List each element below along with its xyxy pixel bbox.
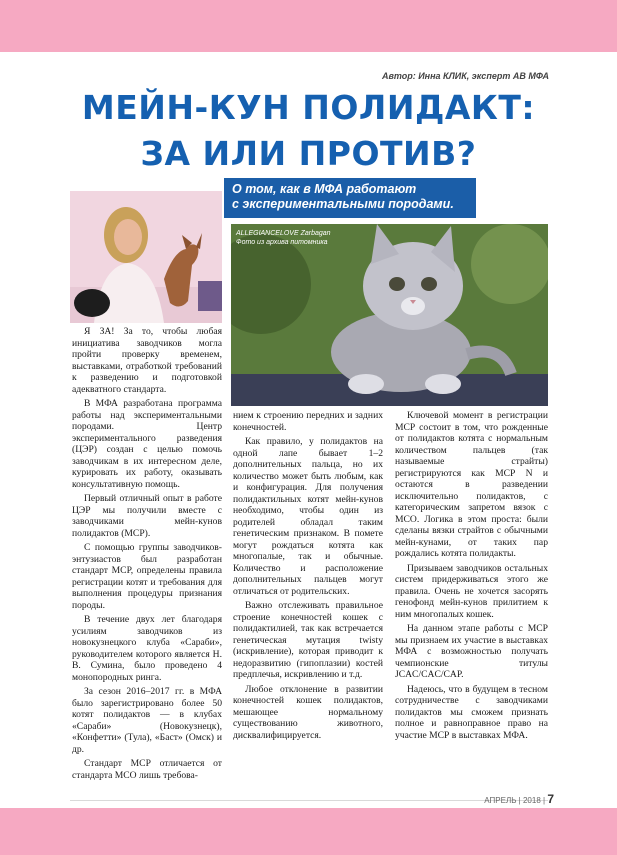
footer-divider (70, 800, 548, 801)
paragraph: За сезон 2016–2017 гг. в МФА было зарегистрировано более 50 котят полидактов — в клубах «Сараби» (Новокузнецк), «Конфетти» (Тула), «Баст» (Омск) и др. (72, 686, 222, 755)
author-line: Автор: Инна КЛИК, эксперт АВ МФА (382, 71, 549, 81)
paragraph: В течение двух лет благодаря усилиям заводчиков из новокузнецкого клуба «Сараби», руководителем которого является Н. В. Сумина, было проведено 4 монопородных ринга. (72, 614, 222, 683)
article-title-line2: ЗА ИЛИ ПРОТИВ? (140, 134, 477, 173)
paragraph: В МФА разработана программа работы над экспериментальными породами. Центр экспериментального разведения (ЦЭР) создан с целью помочь заводчикам в их интересном деле, курировать их работу, оказывать консультативную помощь. (72, 398, 222, 490)
issue-label: АПРЕЛЬ | 2018 | (484, 796, 546, 805)
paragraph: Ключевой момент в регистрации МСР состоит в том, что рожденные от полидактов котята с нормальным количеством пальцев (так называемые страйты) регистрируются как МСР N и остаются в разведении исключительно полидактов, с категорическим запретом вязок с МСО. Логика в этом проста: были сделаны вязки страйтов с обычными мейн-кунами, от таких пар рождались котята полидакты. (395, 410, 548, 559)
article-title-line1: МЕЙН-КУН ПОЛИДАКТ: (81, 88, 536, 127)
kitten-photo (231, 224, 548, 406)
text-column-2 (233, 410, 383, 744)
kitten-illustration (231, 224, 548, 406)
paragraph: Надеюсь, что в будущем в тесном сотрудничестве с заводчиками полидактов мы сможем признать полное и равноправное право на участие МСР в выставках МФА. (395, 683, 548, 741)
author-photo (70, 191, 222, 323)
paragraph: Любое отклонение в развитии конечностей кошек полидактов, мешающее нормальному существованию животного, дисквалифицируется. (233, 683, 383, 741)
article-subtitle (232, 182, 476, 212)
paragraph: На данном этапе работы с МСР мы признаем их участие в выставках МФА с возможностью получать чемпионские титулы JCAC/CAC/CAP. (395, 623, 548, 680)
magazine-page (0, 52, 617, 808)
author-illustration (70, 191, 222, 323)
paragraph: Как правило, у полидактов на одной лапе бывает 1–2 дополнительных пальца, но их количество может быть любым, как и конфигурация. Для получения полидактильных котят мейн-кунов необходимо, чтобы один из родителей обладал таким генетическим признаком. В помете могут рождаться котята как многопалые, так и обычные. Количество и расположение дополнительных пальцев могут отличаться от родительских. (233, 436, 383, 597)
subtitle-line2: с экспериментальными породами. (232, 197, 454, 211)
paragraph: Призываем заводчиков остальных систем придерживаться этого же правила. Очень не хочется засорять генофонд мейн-кунов прилитием к ним многопалых кошек. (395, 562, 548, 620)
paragraph: Первый отличный опыт в работе ЦЭР мы получили вместе с заводчиками мейн-кунов полидактов (МСР). (72, 493, 222, 539)
text-column-3 (395, 410, 548, 744)
paragraph: Стандарт МСР отличается от стандарта МСО лишь требова- (72, 758, 222, 781)
paragraph: Важно отслеживать правильное строение конечностей кошек с полидактилией, так как встречается генетическая мутация twisty (искривление), которая приводит к недоразвитию (гипоплазии) костей предплечья, искривлению и т.д. (233, 600, 383, 680)
page-number: 7 (547, 792, 554, 806)
photo-caption (236, 229, 436, 247)
page-folio (484, 792, 554, 806)
paragraph: Я ЗА! За то, чтобы любая инициатива заводчиков могла пройти проверку временем, выставками, отработкой требований к разведению и подготовкой адекватного стандарта. (72, 326, 222, 395)
paragraph: С помощью группы заводчиков-энтузиастов был разработан стандарт МСР, определены правила регистрации котят и требования для выполнения процедуры признания породы. (72, 542, 222, 611)
paragraph: нием к строению передних и задних конечностей. (233, 410, 383, 433)
photo-caption-line2: Фото из архива питомника (236, 239, 328, 246)
photo-caption-line1: ALLEGIANCELOVE Zarbagan (236, 230, 331, 237)
text-column-1 (72, 326, 222, 784)
subtitle-line1: О том, как в МФА работают (232, 182, 417, 196)
